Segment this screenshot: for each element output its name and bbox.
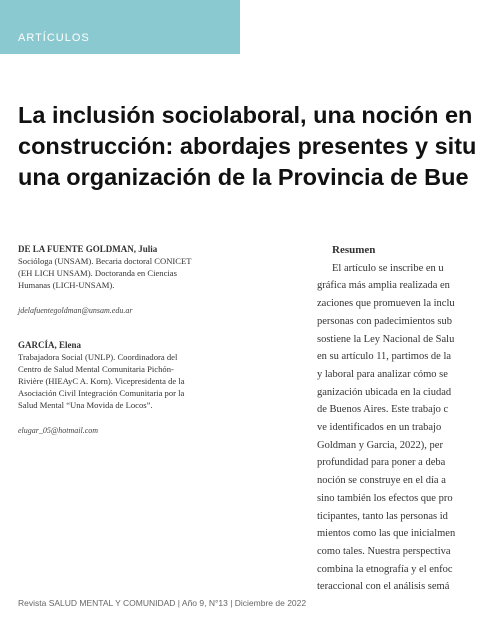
author-email[interactable]: elugar_05@hotmail.com bbox=[18, 426, 99, 435]
abstract-body bbox=[317, 260, 480, 596]
abstract-line: mientos como las que inicialmen bbox=[317, 528, 456, 540]
abstract-line: combina la etnografía y el enfoc bbox=[317, 563, 453, 575]
abstract-line: como tales. Nuestra perspectiva bbox=[317, 545, 451, 557]
author-name: DE LA FUENTE GOLDMAN, Julia bbox=[18, 244, 158, 254]
author-affiliation-line: Rivière (HIEAyC A. Korn). Vicepresidenta de la bbox=[18, 376, 185, 386]
author-affiliation-line: (EH LICH UNSAM). Doctoranda en Ciencias bbox=[18, 268, 177, 278]
abstract-line: Goldman y Garcia, 2022), per bbox=[317, 439, 443, 451]
author-affiliation-line: Trabajadora Social (UNLP). Coordinadora del bbox=[18, 352, 178, 362]
abstract-line: de Buenos Aires. Este trabajo c bbox=[317, 404, 449, 416]
article-title bbox=[18, 100, 480, 193]
title-line: construcción: abordajes presentes y situ bbox=[18, 133, 477, 159]
abstract-line: personas con padecimientos sub bbox=[317, 315, 453, 327]
author-affiliation-line: Centro de Salud Mental Comunitaria Pichón- bbox=[18, 364, 174, 374]
abstract-line: sino también los efectos que pro bbox=[317, 492, 453, 504]
section-label: ARTÍCULOS bbox=[18, 32, 90, 44]
abstract-line: teraccional con el análisis semá bbox=[317, 581, 450, 593]
author-block bbox=[18, 243, 218, 317]
abstract-column bbox=[317, 242, 480, 596]
authors-column bbox=[18, 243, 218, 437]
author-affiliation-line: Socióloga (UNSAM). Becaria doctoral CONICET bbox=[18, 256, 192, 266]
title-line: una organización de la Provincia de Bue bbox=[18, 164, 469, 190]
abstract-line: ve identificados en un trabajo bbox=[317, 422, 442, 434]
author-email[interactable]: jdelafuentegoldman@unsam.edu.ar bbox=[18, 306, 133, 315]
abstract-line: El artículo se inscribe en u bbox=[332, 262, 444, 274]
author-affiliation-line: Humanas (LICH-UNSAM). bbox=[18, 280, 115, 290]
title-line: La inclusión sociolaboral, una noción en bbox=[18, 102, 473, 128]
author-block bbox=[18, 339, 218, 437]
author-affiliation-line: Salud Mental “Una Movida de Locos”. bbox=[18, 400, 153, 410]
abstract-line: y laboral para analizar cómo se bbox=[317, 368, 448, 380]
journal-footer: Revista SALUD MENTAL Y COMUNIDAD | Año 9, N°13 | Diciembre de 2022 bbox=[18, 598, 307, 608]
abstract-heading: Resumen bbox=[332, 244, 376, 256]
author-name: GARCÍA, Elena bbox=[18, 340, 82, 350]
abstract-line: en su artículo 11, partimos de la bbox=[317, 351, 452, 363]
abstract-line: sostiene la Ley Nacional de Salu bbox=[317, 333, 455, 345]
abstract-line: ganización ubicada en la ciudad bbox=[317, 386, 452, 398]
section-band bbox=[0, 0, 240, 54]
abstract-line: noción se construye en el día a bbox=[317, 475, 446, 487]
abstract-line: profundidad para poner a deba bbox=[317, 457, 446, 469]
author-affiliation-line: Asociación Civil Integración Comunitaria por la bbox=[18, 388, 185, 398]
abstract-line: zaciones que promueven la inclu bbox=[317, 298, 455, 310]
abstract-line: gráfica más amplia realizada en bbox=[317, 280, 450, 292]
abstract-line: ticipantes, tanto las personas id bbox=[317, 510, 448, 522]
